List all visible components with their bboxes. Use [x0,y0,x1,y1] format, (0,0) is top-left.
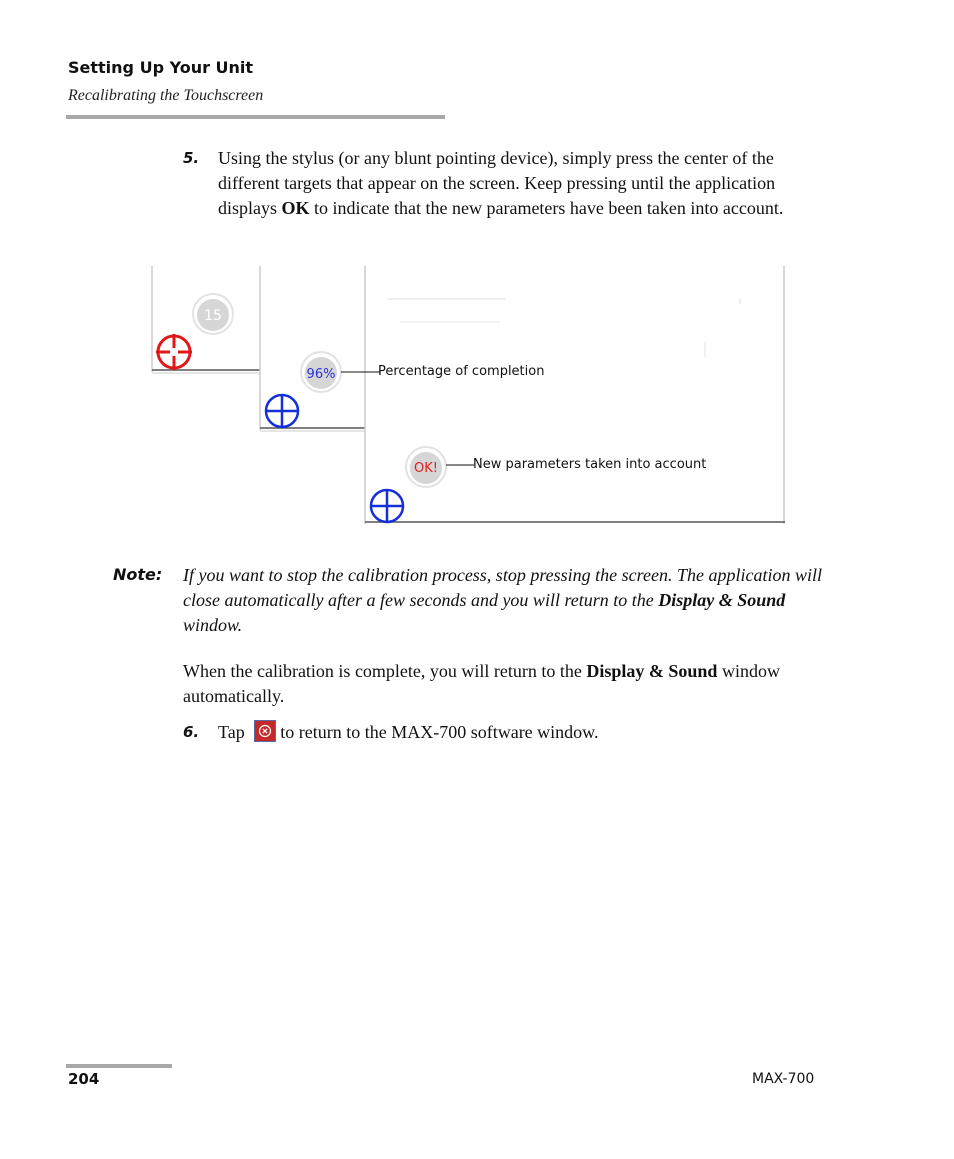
blue-target-icon [266,395,298,427]
ok-value: OK! [414,461,438,476]
blue-target-icon-2 [371,490,403,522]
step-5-number: 5. [183,149,200,167]
step-5-text-part2: to indicate that the new parameters have been taken into account. [309,198,784,218]
note-bold: Display & Sound [658,590,786,610]
step-6-text [218,720,818,745]
completion-bold: Display & Sound [586,661,718,681]
section-title: Setting Up Your Unit [68,58,254,77]
completion-text-part1: When the calibration is complete, you will return to the [183,661,587,681]
section-subtitle: Recalibrating the Touchscreen [68,87,264,104]
step-6-text-after: to return to the MAX-700 software window. [280,722,599,742]
note-text [183,563,823,638]
callout-new-params: New parameters taken into account [473,457,707,472]
countdown-value: 15 [204,308,222,324]
product-name: MAX-700 [752,1071,815,1087]
step-5-text-part1: Using the stylus (or any blunt pointing device), simply press the center of the different targets that appear on the screen. Keep pressing until the application displays [218,148,776,218]
header-rule [66,115,445,119]
percent-value: 96% [306,367,336,382]
note-text-part1: If you want to stop the calibration process, stop pressing the screen. The application will close automatically after a few seconds and you will return to the [183,565,822,610]
page-number: 204 [68,1070,100,1088]
note-text-part2: window. [183,615,243,635]
screen-panel-2 [260,266,365,431]
note-label: Note: [113,565,163,584]
callout-percentage: Percentage of completion [378,364,545,379]
step-5-text [218,146,818,221]
step-6-number: 6. [183,723,200,741]
close-icon [255,721,275,741]
completion-paragraph [183,659,823,709]
step-5-ok-bold: OK [281,198,310,218]
completion-text-part2: window automatically. [183,661,780,706]
step-6-text-before: Tap [218,722,245,742]
close-button[interactable] [254,720,276,742]
calibration-figure [140,262,800,532]
red-target-center [170,348,178,356]
footer-rule [66,1064,172,1068]
